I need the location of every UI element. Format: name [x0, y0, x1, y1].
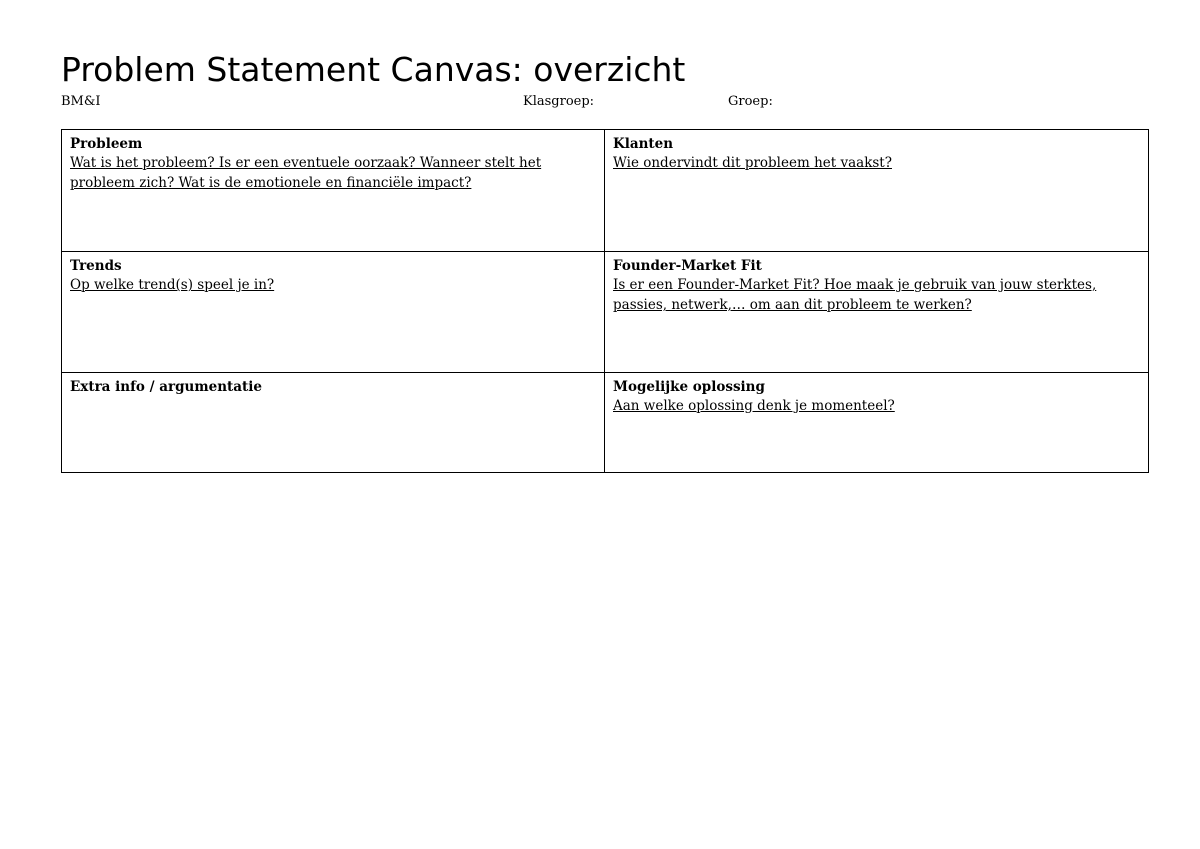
page-title: Problem Statement Canvas: overzicht: [61, 50, 686, 89]
canvas-row: [62, 130, 1149, 252]
probleem-title: Probleem: [70, 136, 143, 152]
klanten-cell[interactable]: [605, 130, 1149, 252]
klanten-title: Klanten: [613, 136, 674, 152]
groep-label: Groep:: [728, 94, 773, 109]
trends-cell[interactable]: [62, 252, 605, 373]
mogelijke-oplossing-cell[interactable]: [605, 373, 1149, 473]
founder-market-fit-question: Is er een Founder-Market Fit? Hoe maak je gebruik van jouw sterktes, passies, netwerk,… om aan dit probleem te werken?: [613, 277, 1097, 313]
problem-statement-canvas-table: [61, 129, 1149, 473]
extra-info-cell[interactable]: [62, 373, 605, 473]
mogelijke-oplossing-title: Mogelijke oplossing: [613, 379, 765, 395]
course-label: BM&I: [61, 94, 101, 109]
trends-question: Op welke trend(s) speel je in?: [70, 277, 275, 293]
probleem-cell[interactable]: [62, 130, 605, 252]
canvas-row: [62, 252, 1149, 373]
founder-market-fit-title: Founder-Market Fit: [613, 258, 762, 274]
extra-info-title: Extra info / argumentatie: [70, 379, 262, 395]
canvas-row: [62, 373, 1149, 473]
trends-title: Trends: [70, 258, 122, 274]
klasgroep-label: Klasgroep:: [523, 94, 595, 109]
mogelijke-oplossing-question: Aan welke oplossing denk je momenteel?: [613, 398, 895, 414]
probleem-question: Wat is het probleem? Is er een eventuele oorzaak? Wanneer stelt het probleem zich? Wat is de emotionele en financiële impact?: [70, 155, 542, 191]
founder-market-fit-cell[interactable]: [605, 252, 1149, 373]
klanten-question: Wie ondervindt dit probleem het vaakst?: [613, 155, 892, 171]
